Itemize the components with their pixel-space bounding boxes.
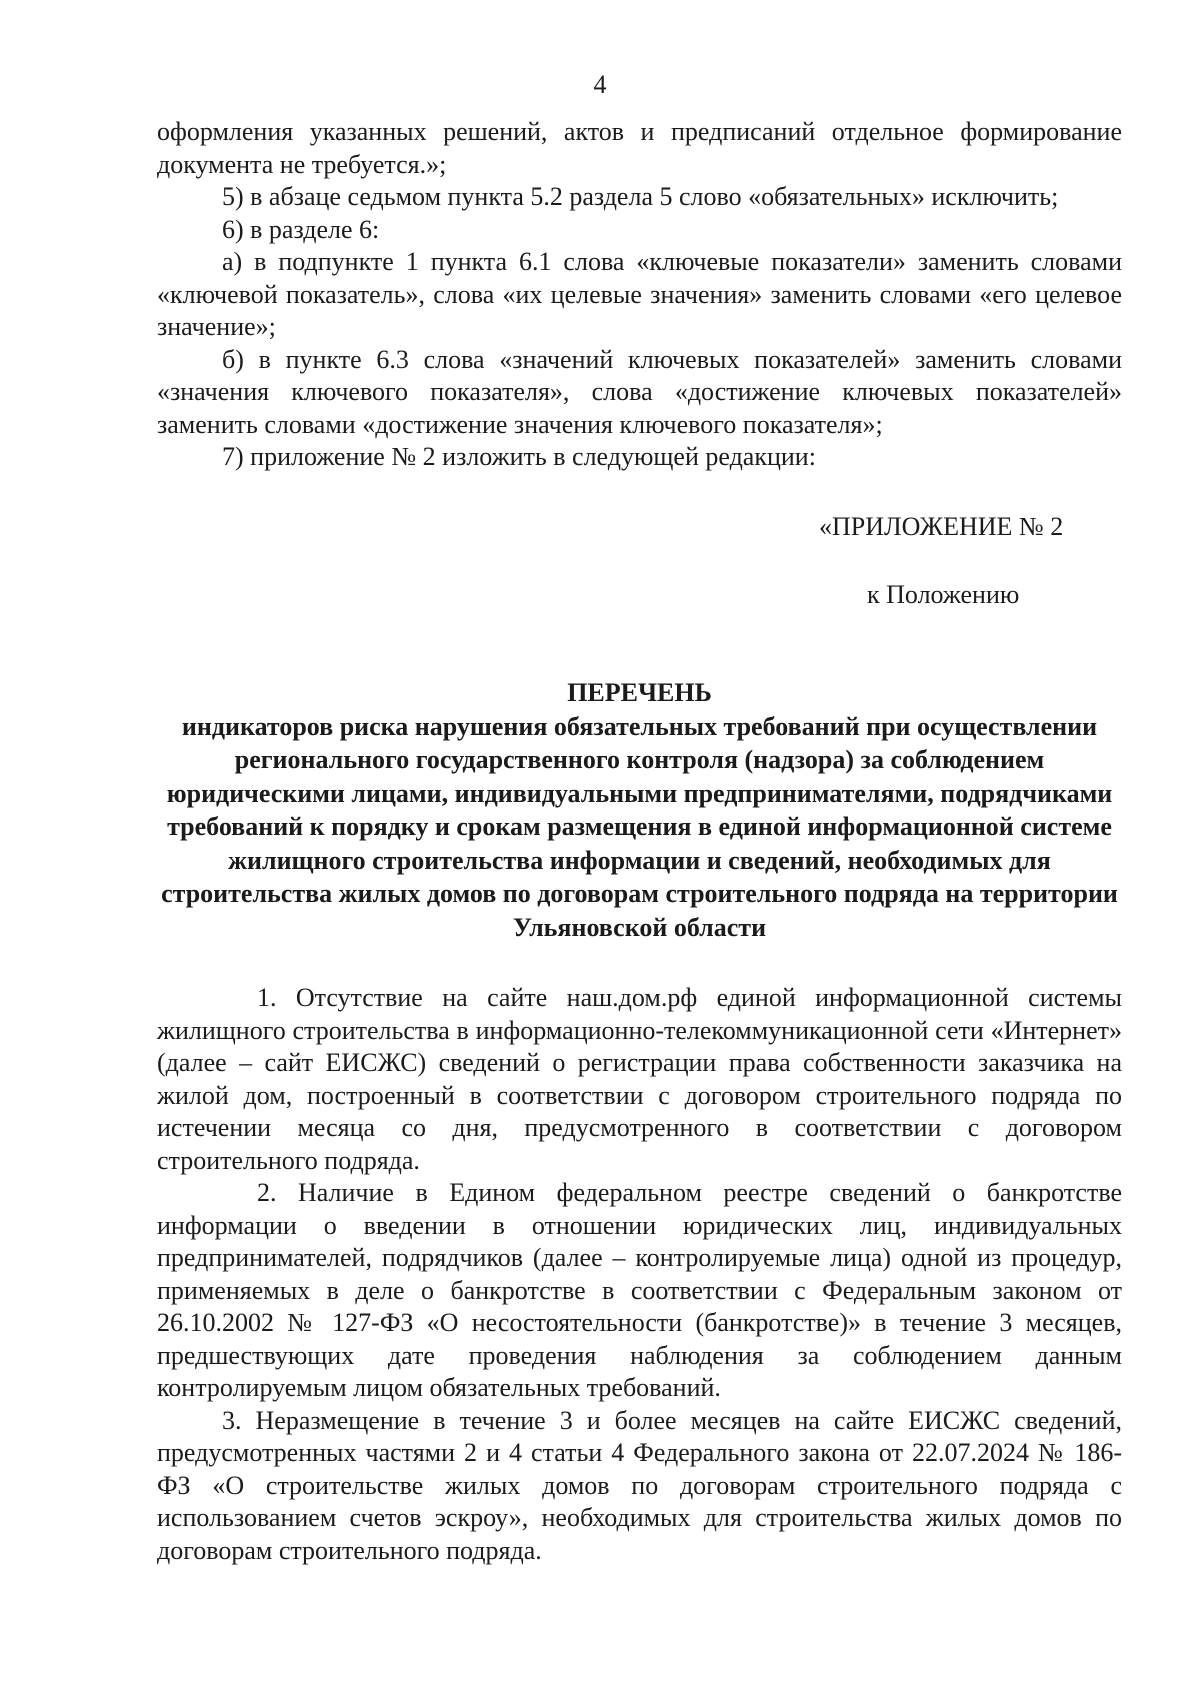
intro-paragraph: а) в подпункте 1 пункта 6.1 слова «ключевые показатели» заменить словами «ключевой показатель», слова «их целевые значения» заменить словами «его целевое значение»;: [157, 247, 1122, 341]
indicator-item: 2. Наличие в Едином федеральном реестре сведений о банкротстве информации о введении в отношении юридических лиц, индивидуальных предпринимателей, подрядчиков (далее – контролируемые лица) одной из процедур, применяемых в деле о банкротстве в соответствии с Федеральным законом от 26.10.2002 № 127-ФЗ «О несостоятельности (банкротстве)» в течение 3 месяцев, предшествующих дате проведения наблюдения за соблюдением данным контролируемым лицом обязательных требований.: [157, 1178, 1122, 1402]
appendix-title: «ПРИЛОЖЕНИЕ № 2: [819, 512, 1064, 541]
document-heading: [157, 676, 1122, 944]
indicator-item: 3. Неразмещение в течение 3 и более месяцев на сайте ЕИСЖС сведений, предусмотренных частями 2 и 4 статьи 4 Федерального закона от 22.07.2024 № 186-ФЗ «О строительстве жилых домов по договорам строительного подряда с использованием счетов эскроу», необходимых для строительства жилых домов по договорам строительного подряда.: [157, 1405, 1122, 1565]
heading-title: ПЕРЕЧЕНЬ: [567, 678, 712, 707]
indicator-item: 1. Отсутствие на сайте наш.дом.рф единой информационной системы жилищного строительства в информационно-телекоммуникационной сети «Интернет» (далее – сайт ЕИСЖС) сведений о регистрации права собственности заказчика на жилой дом, построенный в соответствии с договором строительного подряда по истечении месяца со дня, предусмотренного в соответствии с договором строительного подряда.: [157, 983, 1122, 1175]
intro-paragraph: оформления указанных решений, актов и предписаний отдельное формирование документа не требуется.»;: [157, 117, 1122, 179]
intro-paragraph: 5) в абзаце седьмом пункта 5.2 раздела 5 слово «обязательных» исключить;: [222, 182, 1059, 211]
intro-paragraph: б) в пункте 6.3 слова «значений ключевых показателей» заменить словами «значения ключевого показателя», слова «достижение ключевых показателей» заменить словами «достижение значения ключевого показателя»;: [157, 344, 1122, 439]
indicator-list: [157, 982, 1122, 1567]
appendix-subtitle: к Положению: [867, 580, 1020, 609]
heading-subtitle: индикаторов риска нарушения обязательных требований при осуществлении регионального государственного контроля (надзора) за соблюдением юридическими лицами, индивидуальными предпринимателями, подрядчиками требований к порядку и срокам размещения в единой информационной системе жилищного строительства информации и сведений, необходимых для строительства жилых домов по договорам строительного подряда на территории Ульяновской области: [161, 711, 1118, 942]
intro-paragraph: 7) приложение № 2 изложить в следующей редакции:: [222, 442, 816, 471]
intro-section: [157, 116, 1122, 474]
intro-paragraph: 6) в разделе 6:: [222, 214, 380, 244]
page-number: 4: [593, 70, 607, 99]
